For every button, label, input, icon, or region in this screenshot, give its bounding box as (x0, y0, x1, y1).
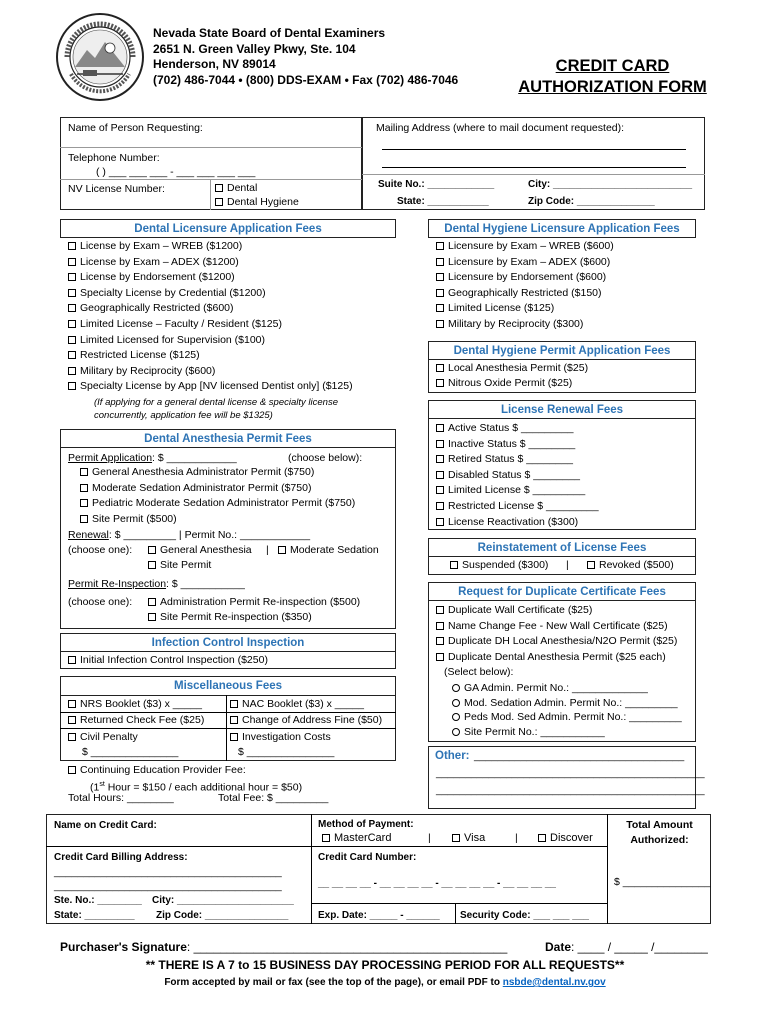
reinspection-field[interactable]: Permit Re-Inspection: $ ___________ (68, 578, 245, 590)
reinspection-choose-one: (choose one): (68, 596, 133, 608)
renewal-item[interactable]: Restricted License $ _________ (436, 499, 599, 515)
renewal-pipe: | (266, 544, 269, 556)
divider (60, 147, 362, 148)
billing-line-2[interactable]: _______________________________________ (54, 880, 282, 892)
hygiene-fees-header (428, 219, 696, 238)
choose-below: (choose below): (288, 452, 363, 464)
hygiene-fee-item[interactable]: Geographically Restricted ($150) (436, 286, 614, 302)
card-number-label: Credit Card Number: (318, 852, 417, 863)
other-line-3[interactable]: ______________________________________________ (436, 784, 705, 796)
method-label: Method of Payment: (318, 819, 414, 830)
hygiene-fee-item[interactable]: Licensure by Exam – ADEX ($600) (436, 255, 614, 271)
reinstatement-pipe: | (566, 559, 569, 571)
billing-label: Credit Card Billing Address: (54, 852, 188, 863)
total-amount-label: Total Amount Authorized: (626, 819, 693, 846)
method-discover[interactable]: Discover (538, 832, 593, 845)
dental-fee-note-2: concurrently, application fee will be $1325) (94, 410, 273, 421)
other-line-2[interactable]: ______________________________________________ (436, 767, 705, 779)
renewal-list (436, 421, 599, 530)
dental-fees-list (68, 239, 353, 395)
duplicate-radios (452, 681, 682, 739)
processing-notice: ** THERE IS A 7 to 15 BUSINESS DAY PROCESSING PERIOD FOR ALL REQUESTS** (145, 958, 625, 972)
org-address: 2651 N. Green Valley Pkwy, Ste. 104 (153, 41, 356, 56)
misc-investigation[interactable]: Investigation Costs (230, 731, 331, 744)
divider (60, 728, 396, 729)
hygiene-permit-local[interactable]: Local Anesthesia Permit ($25) (436, 362, 588, 375)
method-pipe-1: | (428, 832, 431, 844)
dental-fee-item[interactable]: Geographically Restricted ($600) (68, 301, 353, 317)
security-code[interactable]: Security Code: ___ ___ ___ (460, 910, 589, 921)
misc-nac-booklet[interactable]: NAC Booklet ($3) x _____ (230, 698, 364, 711)
infection-title: Infection Control Inspection (151, 636, 305, 649)
dental-fee-item[interactable]: Limited License – Faculty / Resident ($125) (68, 317, 353, 333)
reinstatement-revoked[interactable]: Revoked ($500) (587, 559, 674, 572)
renewal-option-site[interactable]: Site Permit (148, 559, 211, 572)
hygiene-fee-item[interactable]: Licensure by Exam – WREB ($600) (436, 239, 614, 255)
org-city: Henderson, NV 89014 (153, 57, 276, 71)
ce-rate: (1st Hour = $150 / each additional hour = $50) (90, 781, 303, 794)
dental-fee-item[interactable]: Limited Licensed for Supervision ($100) (68, 333, 353, 349)
name-on-card-label: Name on Credit Card: (54, 820, 157, 831)
total-amount-input[interactable]: $ _______________ (614, 876, 711, 888)
dental-fee-item[interactable]: Restricted License ($125) (68, 348, 353, 364)
hygiene-fee-item[interactable]: Military by Reciprocity ($300) (436, 317, 614, 333)
other-label: Other: (435, 750, 470, 762)
duplicate-header (428, 582, 696, 601)
hygiene-fee-item[interactable]: Licensure by Endorsement ($600) (436, 270, 614, 286)
dental-fee-item[interactable]: License by Exam – WREB ($1200) (68, 239, 353, 255)
renewal-item[interactable]: Limited License $ _________ (436, 483, 599, 499)
renewal-option-ms[interactable]: Moderate Sedation (278, 544, 379, 557)
divider (362, 174, 705, 175)
reinspection-option-admin[interactable]: Administration Permit Re-inspection ($500) (148, 596, 360, 609)
duplicate-item[interactable]: Duplicate Dental Anesthesia Permit ($25 each) (436, 650, 677, 666)
misc-civil-amount[interactable]: $ _______________ (82, 746, 179, 758)
reinspection-option-site[interactable]: Site Permit Re-inspection ($350) (148, 611, 312, 624)
exp-date[interactable]: Exp. Date: _____ - ______ (318, 910, 440, 921)
duplicate-list (436, 603, 677, 681)
divider (60, 179, 362, 180)
duplicate-radio[interactable]: Site Permit No.: ___________ (452, 725, 682, 740)
suite-field[interactable]: Suite No.: ____________ (378, 179, 495, 190)
dental-fees-header (60, 219, 396, 238)
other-line-1[interactable]: ____________________________________ (474, 750, 685, 762)
infection-header (60, 633, 396, 652)
duplicate-radio[interactable]: GA Admin. Permit No.: _____________ (452, 681, 682, 696)
form-title-line1: CREDIT CARD (555, 57, 670, 75)
accepted-notice: Form accepted by mail or fax (see the top of the page), or email PDF to nsbde@dental.nv.gov (164, 977, 606, 988)
permit-application[interactable]: Permit Application: $ ____________ (68, 452, 237, 464)
reinstatement-title: Reinstatement of License Fees (477, 541, 647, 554)
permit-app-option[interactable]: Site Permit ($500) (80, 512, 355, 528)
misc-header (60, 676, 396, 695)
phone-input[interactable]: ( ) ___ ___ ___ - ___ ___ ___ ___ (96, 166, 256, 178)
card-number-input[interactable]: __ __ __ __ - __ __ __ __ - __ __ __ __ - __ __ __ __ (318, 878, 556, 889)
mailing-line-2[interactable] (382, 167, 686, 168)
date-field[interactable]: Date: ____ / _____ /________ (545, 940, 708, 954)
divider (60, 712, 396, 713)
infection-item[interactable]: Initial Infection Control Inspection ($250) (68, 654, 268, 667)
renewal-item[interactable]: License Reactivation ($300) (436, 515, 599, 531)
dental-fee-item[interactable]: License by Exam – ADEX ($1200) (68, 255, 353, 271)
hygiene-permit-header (428, 341, 696, 360)
dental-checkbox[interactable]: Dental (215, 182, 257, 195)
duplicate-select-below: (Select below): (444, 666, 514, 679)
renewal-header (428, 400, 696, 419)
form-title (500, 56, 725, 98)
nevada-state-seal-icon (55, 12, 145, 102)
divider (311, 814, 312, 924)
duplicate-item[interactable]: Duplicate DH Local Anesthesia/N2O Permit ($25) (436, 634, 677, 650)
misc-title: Miscellaneous Fees (173, 680, 283, 692)
hygiene-fees-list (436, 239, 614, 333)
duplicate-radio[interactable]: Peds Mod. Sed Admin. Permit No.: _________ (452, 710, 682, 725)
renewal-item[interactable]: Active Status $ _________ (436, 421, 599, 437)
duplicate-radio[interactable]: Mod. Sedation Admin. Permit No.: _________ (452, 696, 682, 711)
method-pipe-2: | (515, 832, 518, 844)
license-label: NV License Number: (68, 183, 165, 195)
dental-fee-item[interactable]: Military by Reciprocity ($600) (68, 364, 353, 380)
permit-app-option[interactable]: Moderate Sedation Administrator Permit ($750) (80, 481, 355, 497)
org-phones: (702) 486-7044 • (800) DDS-EXAM • Fax (702) 486-7046 (153, 72, 459, 87)
reinstatement-header (428, 538, 696, 557)
renewal-title: License Renewal Fees (500, 403, 624, 416)
divider (210, 179, 211, 210)
renewal-field[interactable]: Renewal: $ _________ | Permit No.: ____________ (68, 529, 311, 541)
billing-state[interactable]: State: _________ (54, 910, 135, 921)
divider (455, 903, 456, 924)
billing-ste[interactable]: Ste. No.: ________ (54, 895, 142, 906)
misc-returned-check[interactable]: Returned Check Fee ($25) (68, 714, 204, 727)
hygiene-permit-nitrous[interactable]: Nitrous Oxide Permit ($25) (436, 377, 572, 390)
name-label: Name of Person Requesting: (68, 122, 203, 134)
state-field[interactable]: State: ___________ (397, 196, 489, 207)
duplicate-item[interactable]: Duplicate Wall Certificate ($25) (436, 603, 677, 619)
permit-app-options (80, 465, 355, 527)
permit-app-option[interactable]: General Anesthesia Administrator Permit ($750) (80, 465, 355, 481)
city-field[interactable]: City: _________________________ (528, 179, 693, 190)
misc-civil-penalty[interactable]: Civil Penalty (68, 731, 138, 744)
renewal-choose-one: (choose one): (68, 544, 133, 556)
divider (46, 846, 607, 847)
permit-app-option[interactable]: Pediatric Moderate Sedation Administrator Permit ($750) (80, 496, 355, 512)
dental-fee-note-1: (If applying for a general dental license & specialty license (94, 397, 338, 408)
org-info (153, 26, 458, 88)
divider (607, 814, 608, 924)
signature-field[interactable]: Purchaser's Signature: _______________________________________________ (60, 940, 508, 954)
hygiene-fee-item[interactable]: Limited License ($125) (436, 301, 614, 317)
reinstatement-suspended[interactable]: Suspended ($300) (450, 559, 548, 572)
hygiene-permit-title: Dental Hygiene Permit Application Fees (453, 344, 671, 357)
dental-fees-title: Dental Licensure Application Fees (134, 222, 322, 235)
renewal-item[interactable]: Disabled Status $ ________ (436, 468, 599, 484)
ce-provider-fee[interactable]: Continuing Education Provider Fee: (68, 764, 246, 777)
misc-address-fine[interactable]: Change of Address Fine ($50) (230, 714, 382, 727)
dental-fee-item[interactable]: Specialty License by App [NV licensed Dentist only] ($125) (68, 379, 353, 395)
renewal-item[interactable]: Retired Status $ ________ (436, 452, 599, 468)
zip-field[interactable]: Zip Code: ______________ (528, 196, 655, 207)
dental-fee-item[interactable]: License by Endorsement ($1200) (68, 270, 353, 286)
state-seal (55, 12, 145, 102)
billing-city[interactable]: City: _____________________ (152, 895, 294, 906)
misc-investigation-amount[interactable]: $ _______________ (238, 746, 335, 758)
mailing-label: Mailing Address (where to mail document requested): (376, 122, 625, 134)
billing-zip[interactable]: Zip Code: _______________ (156, 910, 289, 921)
dental-fee-item[interactable]: Specialty License by Credential ($1200) (68, 286, 353, 302)
duplicate-item[interactable]: Name Change Fee - New Wall Certificate ($25) (436, 619, 677, 635)
ce-total-hours[interactable]: Total Hours: ________ (68, 792, 174, 804)
anesthesia-title: Dental Anesthesia Permit Fees (144, 432, 312, 445)
method-visa[interactable]: Visa (452, 832, 485, 845)
org-name: Nevada State Board of Dental Examiners (153, 26, 386, 40)
phone-label: Telephone Number: (68, 152, 160, 164)
dental-hygiene-checkbox[interactable]: Dental Hygiene (215, 196, 299, 209)
divider (311, 903, 607, 904)
form-title-line2: AUTHORIZATION FORM (518, 78, 707, 96)
misc-nrs-booklet[interactable]: NRS Booklet ($3) x _____ (68, 698, 202, 711)
email-link[interactable]: nsbde@dental.nv.gov (502, 977, 606, 988)
ce-total-fee[interactable]: Total Fee: $ _________ (218, 792, 329, 804)
renewal-option-ga[interactable]: General Anesthesia (148, 544, 252, 557)
hygiene-fees-title: Dental Hygiene Licensure Application Fees (444, 222, 680, 235)
billing-line-1[interactable]: _______________________________________ (54, 866, 282, 878)
method-mastercard[interactable]: MasterCard (322, 832, 391, 845)
renewal-item[interactable]: Inactive Status $ ________ (436, 437, 599, 453)
anesthesia-header (60, 429, 396, 448)
duplicate-title: Request for Duplicate Certificate Fees (458, 585, 666, 598)
mailing-line-1[interactable] (382, 149, 686, 150)
